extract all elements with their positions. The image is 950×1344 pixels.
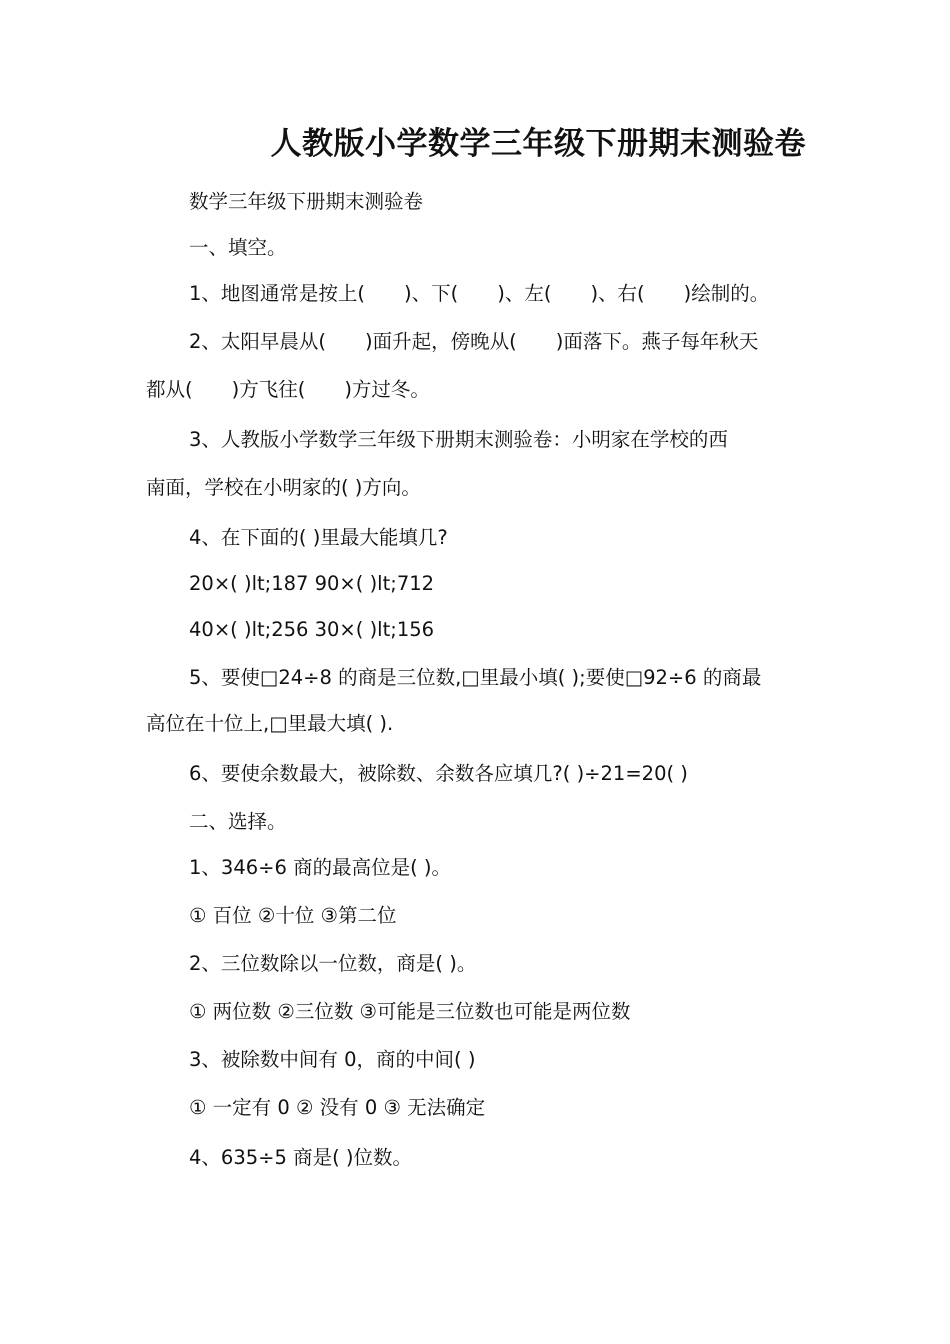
question-line: 4、635÷5 商是( )位数。 xyxy=(189,1146,412,1169)
question-line: 1、地图通常是按上( )、下( )、左( )、右( )绘制的。 xyxy=(189,282,770,305)
question-line: 6、要使余数最大，被除数、余数各应填几?( )÷21=20( ) xyxy=(189,762,688,785)
choice-options-line: ① 一定有 0 ② 没有 0 ③ 无法确定 xyxy=(189,1096,486,1119)
section-heading-fill-blank: 一、填空。 xyxy=(189,236,287,259)
document-title: 人教版小学数学三年级下册期末测验卷 xyxy=(270,126,806,162)
question-continuation-line: 高位在十位上,□里最大填( ). xyxy=(146,712,394,735)
question-line: 3、被除数中间有 0，商的中间( ) xyxy=(189,1048,476,1071)
question-line: 2、太阳早晨从( )面升起，傍晚从( )面落下。燕子每年秋天 xyxy=(189,330,759,353)
question-line: 4、在下面的( )里最大能填几? xyxy=(189,526,448,549)
choice-options-line: ① 百位 ②十位 ③第二位 xyxy=(189,904,397,927)
question-line: 5、要使□24÷8 的商是三位数,□里最小填( );要使□92÷6 的商最 xyxy=(189,666,762,689)
subtitle-line: 数学三年级下册期末测验卷 xyxy=(189,190,424,213)
question-line: 3、人教版小学数学三年级下册期末测验卷：小明家在学校的西 xyxy=(189,428,728,451)
question-continuation-line: 都从( )方飞往( )方过冬。 xyxy=(146,378,430,401)
section-heading-choice: 二、选择。 xyxy=(189,810,287,833)
question-line: 1、346÷6 商的最高位是( )。 xyxy=(189,856,451,879)
question-line: 2、三位数除以一位数，商是( )。 xyxy=(189,952,477,975)
choice-options-line: ① 两位数 ②三位数 ③可能是三位数也可能是两位数 xyxy=(189,1000,631,1023)
question-subline: 20×( )lt;187 90×( )lt;712 xyxy=(189,572,435,595)
question-continuation-line: 南面，学校在小明家的( )方向。 xyxy=(146,476,421,499)
question-subline: 40×( )lt;256 30×( )lt;156 xyxy=(189,618,435,641)
